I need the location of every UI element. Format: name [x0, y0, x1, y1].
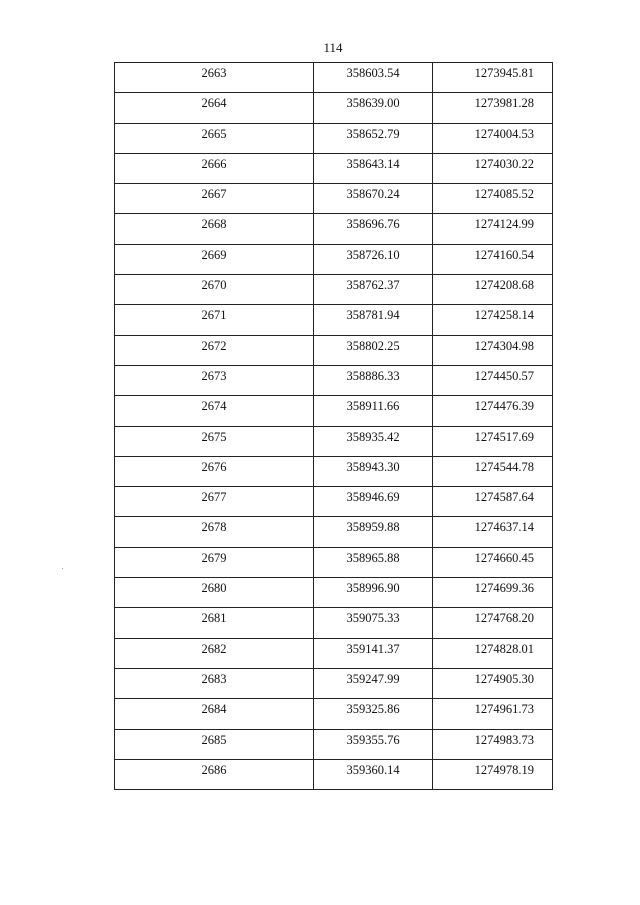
- y-coordinate-cell: [433, 456, 553, 486]
- x-coordinate-cell: [314, 123, 433, 153]
- table-row: [115, 244, 553, 274]
- table-row: [115, 578, 553, 608]
- point-id-cell: [115, 305, 314, 335]
- y-coordinate-cell: [433, 426, 553, 456]
- x-coordinate-cell-text: 359355.76: [346, 732, 400, 747]
- x-coordinate-cell-text: 358996.90: [346, 581, 400, 596]
- y-coordinate-cell: [433, 365, 553, 395]
- y-coordinate-cell-text: 1274905.30: [474, 671, 534, 686]
- x-coordinate-cell: [314, 426, 433, 456]
- point-id-cell: [115, 699, 314, 729]
- point-id-cell: [115, 63, 314, 93]
- y-coordinate-cell-text: 1273981.28: [474, 96, 534, 111]
- table-row: [115, 426, 553, 456]
- point-id-cell: [115, 729, 314, 759]
- x-coordinate-cell-text: 358946.69: [346, 490, 400, 505]
- x-coordinate-cell: [314, 214, 433, 244]
- table-row: [115, 93, 553, 123]
- x-coordinate-cell-text: 358781.94: [346, 308, 400, 323]
- coordinate-table: [114, 62, 553, 790]
- y-coordinate-cell: [433, 668, 553, 698]
- y-coordinate-cell: [433, 153, 553, 183]
- point-id-cell: [115, 275, 314, 305]
- point-id-cell: [115, 487, 314, 517]
- table-row: [115, 63, 553, 93]
- y-coordinate-cell-text: 1274030.22: [474, 156, 534, 171]
- x-coordinate-cell-text: 359075.33: [346, 611, 400, 626]
- y-coordinate-cell-text: 1274961.73: [474, 702, 534, 717]
- table-row: [115, 275, 553, 305]
- point-id-cell-text: 2682: [201, 641, 227, 656]
- y-coordinate-cell-text: 1274160.54: [474, 247, 534, 262]
- point-id-cell: [115, 396, 314, 426]
- point-id-cell: [115, 668, 314, 698]
- table-row: [115, 396, 553, 426]
- x-coordinate-cell: [314, 365, 433, 395]
- x-coordinate-cell: [314, 244, 433, 274]
- point-id-cell-text: 2674: [201, 399, 227, 414]
- x-coordinate-cell-text: 358696.76: [346, 217, 400, 232]
- point-id-cell: [115, 759, 314, 789]
- point-id-cell: [115, 638, 314, 668]
- point-id-cell: [115, 547, 314, 577]
- point-id-cell-text: 2676: [201, 459, 227, 474]
- point-id-cell-text: 2664: [201, 96, 227, 111]
- y-coordinate-cell: [433, 244, 553, 274]
- x-coordinate-cell-text: 359325.86: [346, 702, 400, 717]
- x-coordinate-cell: [314, 63, 433, 93]
- x-coordinate-cell-text: 359360.14: [346, 762, 400, 777]
- table-row: [115, 729, 553, 759]
- point-id-cell-text: 2677: [201, 490, 227, 505]
- y-coordinate-cell: [433, 487, 553, 517]
- x-coordinate-cell-text: 358943.30: [346, 459, 400, 474]
- point-id-cell-text: 2669: [201, 247, 227, 262]
- x-coordinate-cell: [314, 638, 433, 668]
- y-coordinate-cell: [433, 93, 553, 123]
- x-coordinate-cell: [314, 729, 433, 759]
- point-id-cell: [115, 214, 314, 244]
- x-coordinate-cell: [314, 759, 433, 789]
- y-coordinate-cell: [433, 608, 553, 638]
- x-coordinate-cell-text: 358911.66: [346, 399, 400, 414]
- table-row: [115, 608, 553, 638]
- y-coordinate-cell-text: 1274978.19: [474, 762, 534, 777]
- table-row: [115, 517, 553, 547]
- y-coordinate-cell: [433, 759, 553, 789]
- y-coordinate-cell-text: 1274304.98: [474, 338, 534, 353]
- coordinate-table-body: [115, 63, 553, 790]
- point-id-cell-text: 2665: [201, 126, 227, 141]
- x-coordinate-cell: [314, 184, 433, 214]
- table-row: [115, 305, 553, 335]
- y-coordinate-cell: [433, 335, 553, 365]
- point-id-cell-text: 2683: [201, 671, 227, 686]
- point-id-cell: [115, 426, 314, 456]
- x-coordinate-cell: [314, 608, 433, 638]
- point-id-cell-text: 2681: [201, 611, 227, 626]
- point-id-cell-text: 2672: [201, 338, 227, 353]
- point-id-cell-text: 2686: [201, 762, 227, 777]
- x-coordinate-cell-text: 358652.79: [346, 126, 400, 141]
- y-coordinate-cell: [433, 214, 553, 244]
- y-coordinate-cell-text: 1274637.14: [474, 520, 534, 535]
- point-id-cell-text: 2663: [201, 66, 227, 80]
- x-coordinate-cell: [314, 275, 433, 305]
- y-coordinate-cell: [433, 184, 553, 214]
- point-id-cell: [115, 184, 314, 214]
- y-coordinate-cell-text: 1274004.53: [474, 126, 534, 141]
- point-id-cell-text: 2666: [201, 156, 227, 171]
- point-id-cell-text: 2680: [201, 581, 227, 596]
- point-id-cell-text: 2673: [201, 368, 227, 383]
- point-id-cell: [115, 244, 314, 274]
- y-coordinate-cell: [433, 275, 553, 305]
- table-row: [115, 214, 553, 244]
- point-id-cell: [115, 123, 314, 153]
- y-coordinate-cell: [433, 305, 553, 335]
- y-coordinate-cell-text: 1274124.99: [474, 217, 534, 232]
- y-coordinate-cell-text: 1274587.64: [474, 490, 534, 505]
- x-coordinate-cell: [314, 487, 433, 517]
- table-row: [115, 365, 553, 395]
- table-row: [115, 668, 553, 698]
- point-id-cell: [115, 456, 314, 486]
- x-coordinate-cell: [314, 396, 433, 426]
- y-coordinate-cell-text: 1274699.36: [474, 581, 534, 596]
- y-coordinate-cell: [433, 63, 553, 93]
- point-id-cell: [115, 365, 314, 395]
- y-coordinate-cell-text: 1274450.57: [474, 368, 534, 383]
- x-coordinate-cell-text: 358886.33: [346, 368, 400, 383]
- y-coordinate-cell: [433, 123, 553, 153]
- x-coordinate-cell-text: 359141.37: [346, 641, 400, 656]
- table-row: [115, 759, 553, 789]
- point-id-cell: [115, 517, 314, 547]
- y-coordinate-cell: [433, 578, 553, 608]
- y-coordinate-cell-text: 1274258.14: [474, 308, 534, 323]
- y-coordinate-cell: [433, 547, 553, 577]
- point-id-cell-text: 2684: [201, 702, 227, 717]
- x-coordinate-cell: [314, 153, 433, 183]
- point-id-cell-text: 2671: [201, 308, 227, 323]
- point-id-cell-text: 2678: [201, 520, 227, 535]
- x-coordinate-cell-text: 358639.00: [346, 96, 400, 111]
- x-coordinate-cell: [314, 547, 433, 577]
- x-coordinate-cell-text: 358802.25: [346, 338, 400, 353]
- point-id-cell: [115, 153, 314, 183]
- x-coordinate-cell: [314, 305, 433, 335]
- x-coordinate-cell-text: 359247.99: [346, 671, 400, 686]
- point-id-cell: [115, 578, 314, 608]
- page-number: 114: [323, 40, 343, 55]
- point-id-cell: [115, 93, 314, 123]
- point-id-cell-text: 2679: [201, 550, 227, 565]
- table-row: [115, 547, 553, 577]
- table-row: [115, 123, 553, 153]
- table-row: [115, 638, 553, 668]
- y-coordinate-cell-text: 1274085.52: [474, 187, 534, 202]
- table-row: [115, 153, 553, 183]
- x-coordinate-cell-text: 358603.54: [346, 66, 400, 80]
- table-row: [115, 184, 553, 214]
- y-coordinate-cell: [433, 638, 553, 668]
- y-coordinate-cell: [433, 517, 553, 547]
- x-coordinate-cell: [314, 699, 433, 729]
- y-coordinate-cell-text: 1274660.45: [474, 550, 534, 565]
- table-row: [115, 699, 553, 729]
- point-id-cell-text: 2668: [201, 217, 227, 232]
- x-coordinate-cell-text: 358959.88: [346, 520, 400, 535]
- y-coordinate-cell: [433, 699, 553, 729]
- point-id-cell-text: 2670: [201, 278, 227, 293]
- point-id-cell-text: 2675: [201, 429, 227, 444]
- y-coordinate-cell: [433, 396, 553, 426]
- point-id-cell: [115, 608, 314, 638]
- x-coordinate-cell-text: 358726.10: [346, 247, 400, 262]
- x-coordinate-cell-text: 358670.24: [346, 187, 400, 202]
- point-id-cell: [115, 335, 314, 365]
- x-coordinate-cell: [314, 517, 433, 547]
- x-coordinate-cell: [314, 456, 433, 486]
- x-coordinate-cell: [314, 93, 433, 123]
- y-coordinate-cell-text: 1274517.69: [474, 429, 534, 444]
- x-coordinate-cell-text: 358965.88: [346, 550, 400, 565]
- table-row: [115, 456, 553, 486]
- y-coordinate-cell-text: 1274544.78: [474, 459, 534, 474]
- y-coordinate-cell-text: 1274208.68: [474, 278, 534, 293]
- x-coordinate-cell: [314, 335, 433, 365]
- y-coordinate-cell-text: 1273945.81: [474, 66, 534, 80]
- x-coordinate-cell-text: 358762.37: [346, 278, 400, 293]
- x-coordinate-cell: [314, 668, 433, 698]
- y-coordinate-cell-text: 1274768.20: [474, 611, 534, 626]
- point-id-cell-text: 2685: [201, 732, 227, 747]
- y-coordinate-cell-text: 1274476.39: [474, 399, 534, 414]
- x-coordinate-cell: [314, 578, 433, 608]
- point-id-cell-text: 2667: [201, 187, 227, 202]
- y-coordinate-cell-text: 1274828.01: [474, 641, 534, 656]
- y-coordinate-cell-text: 1274983.73: [474, 732, 534, 747]
- y-coordinate-cell: [433, 729, 553, 759]
- x-coordinate-cell-text: 358935.42: [346, 429, 400, 444]
- margin-mark: [62, 568, 63, 569]
- table-row: [115, 335, 553, 365]
- x-coordinate-cell-text: 358643.14: [346, 156, 400, 171]
- table-row: [115, 487, 553, 517]
